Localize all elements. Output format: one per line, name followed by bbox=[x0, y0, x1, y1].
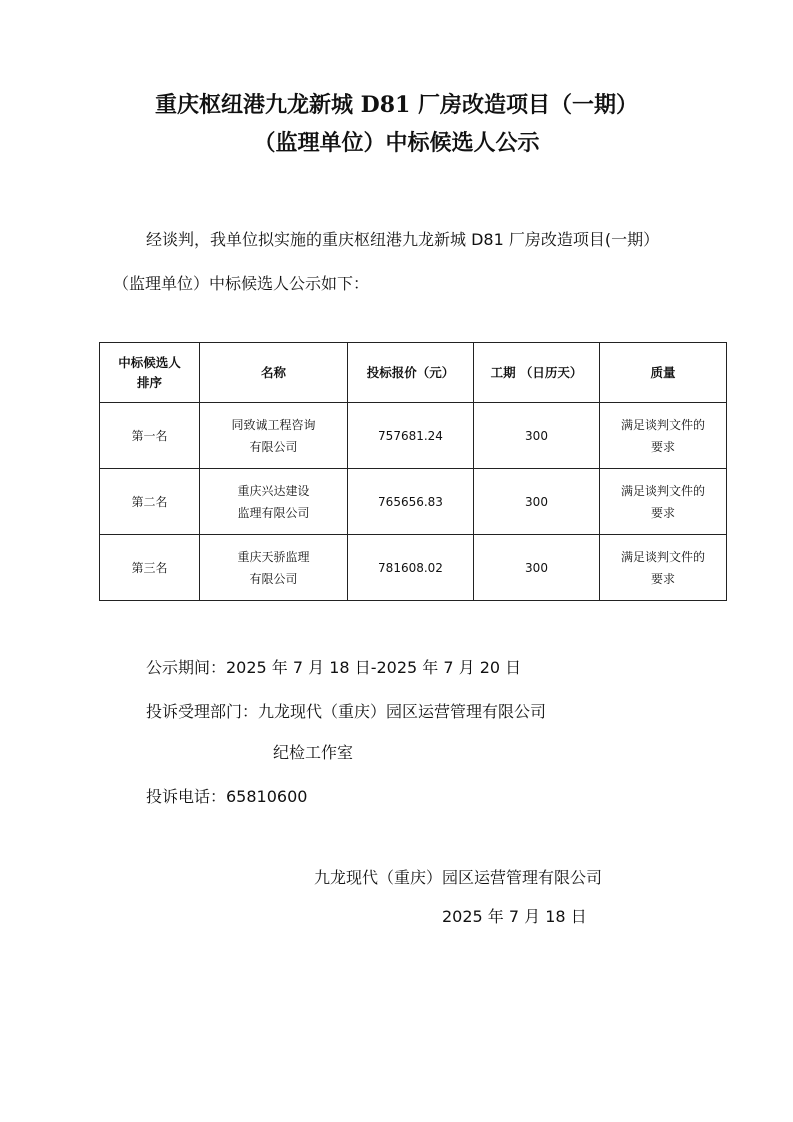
header-rank bbox=[100, 343, 200, 403]
cell-name-line-2: 有限公司 bbox=[249, 571, 298, 586]
table-row bbox=[100, 535, 727, 601]
candidate-table bbox=[99, 342, 727, 601]
cell-quality-line-1: 满足谈判文件的 bbox=[620, 417, 705, 432]
cell-name-line-2: 有限公司 bbox=[249, 439, 298, 454]
complaint-department: 投诉受理部门：九龙现代（重庆）园区运营管理有限公司 bbox=[146, 702, 547, 721]
complaint-department-office: 纪检工作室 bbox=[273, 743, 354, 762]
table-row bbox=[100, 403, 727, 469]
complaint-phone: 投诉电话：65810600 bbox=[146, 787, 308, 806]
header-price: 投标报价（元） bbox=[348, 343, 474, 403]
cell-period: 300 bbox=[474, 403, 600, 469]
header-rank-line-1: 中标候选人 bbox=[118, 354, 181, 370]
header-name: 名称 bbox=[200, 343, 348, 403]
header-quality: 质量 bbox=[600, 343, 727, 403]
publicity-period: 公示期间：2025 年 7 月 18 日-2025 年 7 月 20 日 bbox=[146, 658, 522, 677]
cell-quality bbox=[600, 469, 727, 535]
cell-name-line-1: 同致诚工程咨询 bbox=[231, 417, 316, 432]
intro-paragraph-line-1: 经谈判，我单位拟实施的重庆枢纽港九龙新城 D81 厂房改造项目(一期） bbox=[146, 230, 660, 249]
cell-name bbox=[200, 403, 348, 469]
cell-name bbox=[200, 535, 348, 601]
cell-rank: 第三名 bbox=[100, 535, 200, 601]
cell-name-line-1: 重庆兴达建设 bbox=[237, 483, 310, 498]
cell-quality-line-1: 满足谈判文件的 bbox=[620, 483, 705, 498]
cell-price: 765656.83 bbox=[348, 469, 474, 535]
table-row bbox=[100, 469, 727, 535]
cell-rank: 第二名 bbox=[100, 469, 200, 535]
cell-price: 757681.24 bbox=[348, 403, 474, 469]
header-period: 工期 （日历天） bbox=[474, 343, 600, 403]
document-title-line-1: 重庆枢纽港九龙新城 D81 厂房改造项目（一期） bbox=[154, 92, 638, 118]
cell-period: 300 bbox=[474, 469, 600, 535]
cell-quality-line-2: 要求 bbox=[650, 571, 675, 586]
intro-paragraph-line-2: （监理单位）中标候选人公示如下： bbox=[113, 274, 370, 293]
cell-price: 781608.02 bbox=[348, 535, 474, 601]
cell-quality-line-1: 满足谈判文件的 bbox=[620, 549, 705, 564]
header-rank-line-2: 排序 bbox=[136, 374, 162, 390]
cell-quality-line-2: 要求 bbox=[650, 439, 675, 454]
signature-organization: 九龙现代（重庆）园区运营管理有限公司 bbox=[314, 868, 603, 887]
table-header-row bbox=[100, 343, 727, 403]
cell-name bbox=[200, 469, 348, 535]
cell-name-line-2: 监理有限公司 bbox=[237, 505, 310, 520]
cell-period: 300 bbox=[474, 535, 600, 601]
cell-name-line-1: 重庆天骄监理 bbox=[237, 549, 310, 564]
signature-date: 2025 年 7 月 18 日 bbox=[442, 907, 587, 926]
cell-quality bbox=[600, 403, 727, 469]
document-title-line-2: （监理单位）中标候选人公示 bbox=[253, 130, 540, 156]
cell-quality-line-2: 要求 bbox=[650, 505, 675, 520]
cell-rank: 第一名 bbox=[100, 403, 200, 469]
cell-quality bbox=[600, 535, 727, 601]
